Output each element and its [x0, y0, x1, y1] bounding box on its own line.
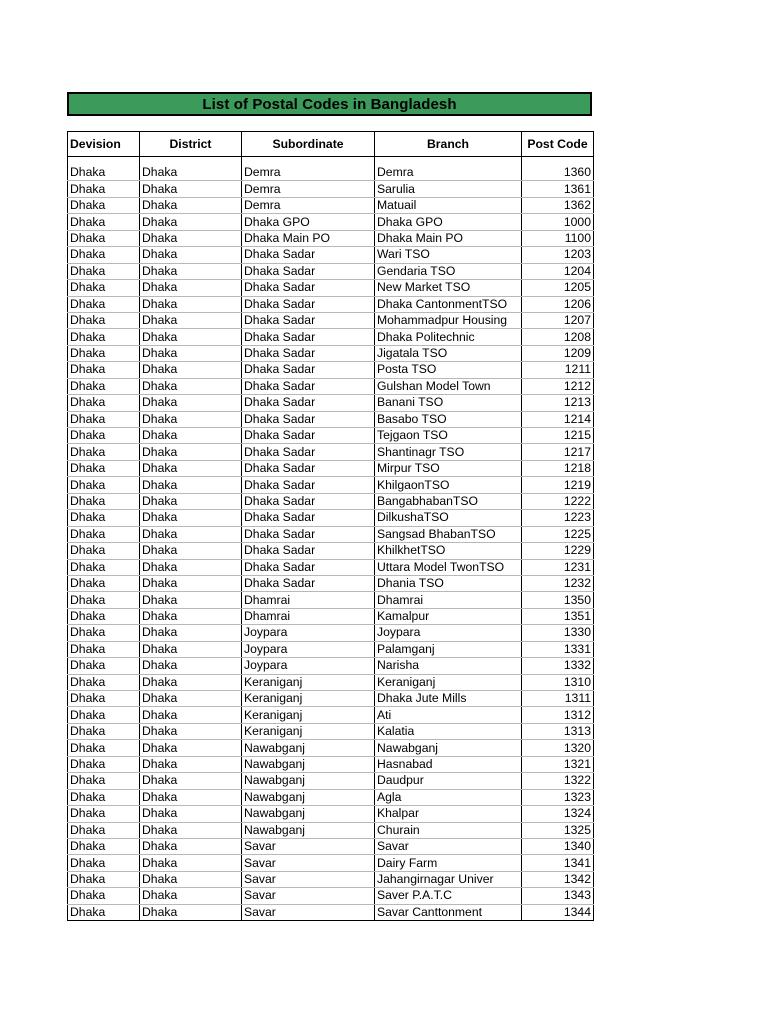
cell-district: Dhaka — [140, 247, 242, 263]
table-row — [68, 395, 594, 411]
cell-subordinate: Dhaka Sadar — [242, 460, 375, 476]
cell-division: Dhaka — [68, 773, 140, 789]
cell-post-code: 1342 — [522, 871, 594, 887]
cell-division: Dhaka — [68, 838, 140, 854]
cell-branch: Saver P.A.T.C — [375, 888, 522, 904]
cell-post-code: 1208 — [522, 329, 594, 345]
cell-branch: Palamganj — [375, 641, 522, 657]
cell-branch: Dhamrai — [375, 592, 522, 608]
cell-subordinate: Dhaka Sadar — [242, 543, 375, 559]
cell-district: Dhaka — [140, 345, 242, 361]
cell-post-code: 1313 — [522, 723, 594, 739]
cell-post-code: 1209 — [522, 345, 594, 361]
cell-subordinate: Dhaka Sadar — [242, 312, 375, 328]
cell-division: Dhaka — [68, 411, 140, 427]
cell-division: Dhaka — [68, 428, 140, 444]
cell-division: Dhaka — [68, 543, 140, 559]
table-header-row — [68, 132, 594, 157]
cell-post-code: 1350 — [522, 592, 594, 608]
table-row — [68, 806, 594, 822]
cell-division: Dhaka — [68, 526, 140, 542]
cell-subordinate: Dhaka Sadar — [242, 526, 375, 542]
cell-branch: Mirpur TSO — [375, 460, 522, 476]
table-row — [68, 460, 594, 476]
cell-post-code: 1323 — [522, 789, 594, 805]
cell-subordinate: Dhaka Sadar — [242, 329, 375, 345]
cell-subordinate: Savar — [242, 904, 375, 920]
cell-subordinate: Dhaka Sadar — [242, 345, 375, 361]
cell-branch: KhilgaonTSO — [375, 477, 522, 493]
table-row — [68, 691, 594, 707]
cell-district: Dhaka — [140, 658, 242, 674]
cell-district: Dhaka — [140, 723, 242, 739]
table-row — [68, 559, 594, 575]
cell-branch: Banani TSO — [375, 395, 522, 411]
cell-post-code: 1341 — [522, 855, 594, 871]
table-row — [68, 789, 594, 805]
cell-post-code: 1340 — [522, 838, 594, 854]
cell-district: Dhaka — [140, 608, 242, 624]
cell-branch: Savar — [375, 838, 522, 854]
cell-post-code: 1206 — [522, 296, 594, 312]
cell-subordinate: Nawabganj — [242, 773, 375, 789]
table-row — [68, 263, 594, 279]
cell-district: Dhaka — [140, 460, 242, 476]
cell-subordinate: Dhaka Sadar — [242, 444, 375, 460]
cell-division: Dhaka — [68, 247, 140, 263]
cell-branch: Mohammadpur Housing — [375, 312, 522, 328]
cell-division: Dhaka — [68, 740, 140, 756]
cell-district: Dhaka — [140, 789, 242, 805]
cell-subordinate: Keraniganj — [242, 691, 375, 707]
cell-post-code: 1203 — [522, 247, 594, 263]
cell-division: Dhaka — [68, 230, 140, 246]
cell-subordinate: Dhaka Sadar — [242, 411, 375, 427]
cell-division: Dhaka — [68, 280, 140, 296]
cell-branch: Basabo TSO — [375, 411, 522, 427]
cell-post-code: 1321 — [522, 756, 594, 772]
table-row — [68, 855, 594, 871]
cell-post-code: 1343 — [522, 888, 594, 904]
cell-division: Dhaka — [68, 460, 140, 476]
cell-subordinate: Keraniganj — [242, 723, 375, 739]
cell-post-code: 1219 — [522, 477, 594, 493]
cell-district: Dhaka — [140, 312, 242, 328]
cell-division: Dhaka — [68, 312, 140, 328]
cell-division: Dhaka — [68, 395, 140, 411]
cell-branch: Narisha — [375, 658, 522, 674]
cell-division: Dhaka — [68, 444, 140, 460]
cell-post-code: 1312 — [522, 707, 594, 723]
cell-branch: Churain — [375, 822, 522, 838]
table-row — [68, 674, 594, 690]
cell-subordinate: Dhaka Sadar — [242, 395, 375, 411]
cell-district: Dhaka — [140, 559, 242, 575]
cell-branch: Gulshan Model Town — [375, 378, 522, 394]
cell-district: Dhaka — [140, 329, 242, 345]
cell-branch: Agla — [375, 789, 522, 805]
cell-post-code: 1362 — [522, 197, 594, 213]
cell-branch: Kamalpur — [375, 608, 522, 624]
cell-subordinate: Dhaka Sadar — [242, 428, 375, 444]
cell-post-code: 1322 — [522, 773, 594, 789]
cell-division: Dhaka — [68, 707, 140, 723]
cell-subordinate: Demra — [242, 181, 375, 197]
cell-division: Dhaka — [68, 608, 140, 624]
cell-subordinate: Nawabganj — [242, 756, 375, 772]
cell-division: Dhaka — [68, 493, 140, 509]
cell-branch: Dhaka Main PO — [375, 230, 522, 246]
cell-district: Dhaka — [140, 707, 242, 723]
cell-district: Dhaka — [140, 165, 242, 181]
cell-branch: Khalpar — [375, 806, 522, 822]
cell-branch: Joypara — [375, 625, 522, 641]
cell-post-code: 1204 — [522, 263, 594, 279]
table-row — [68, 871, 594, 887]
cell-district: Dhaka — [140, 428, 242, 444]
cell-division: Dhaka — [68, 888, 140, 904]
cell-subordinate: Savar — [242, 855, 375, 871]
cell-subordinate: Nawabganj — [242, 789, 375, 805]
cell-subordinate: Keraniganj — [242, 707, 375, 723]
cell-division: Dhaka — [68, 559, 140, 575]
cell-post-code: 1100 — [522, 230, 594, 246]
cell-branch: Dhaka CantonmentTSO — [375, 296, 522, 312]
cell-post-code: 1361 — [522, 181, 594, 197]
cell-post-code: 1217 — [522, 444, 594, 460]
cell-district: Dhaka — [140, 543, 242, 559]
table-row — [68, 411, 594, 427]
cell-district: Dhaka — [140, 477, 242, 493]
table-row — [68, 658, 594, 674]
table-row — [68, 723, 594, 739]
cell-district: Dhaka — [140, 822, 242, 838]
cell-branch: Daudpur — [375, 773, 522, 789]
cell-division: Dhaka — [68, 378, 140, 394]
cell-subordinate: Dhaka Sadar — [242, 493, 375, 509]
cell-branch: Dhaka Jute Mills — [375, 691, 522, 707]
cell-subordinate: Nawabganj — [242, 822, 375, 838]
table-row — [68, 740, 594, 756]
cell-division: Dhaka — [68, 723, 140, 739]
cell-post-code: 1324 — [522, 806, 594, 822]
cell-district: Dhaka — [140, 773, 242, 789]
cell-district: Dhaka — [140, 493, 242, 509]
cell-division: Dhaka — [68, 641, 140, 657]
cell-post-code: 1205 — [522, 280, 594, 296]
cell-division: Dhaka — [68, 822, 140, 838]
cell-district: Dhaka — [140, 575, 242, 591]
table-row — [68, 230, 594, 246]
cell-district: Dhaka — [140, 838, 242, 854]
cell-division: Dhaka — [68, 904, 140, 920]
cell-subordinate: Demra — [242, 165, 375, 181]
cell-branch: Sarulia — [375, 181, 522, 197]
cell-division: Dhaka — [68, 575, 140, 591]
table-row — [68, 428, 594, 444]
cell-district: Dhaka — [140, 641, 242, 657]
cell-branch: Posta TSO — [375, 362, 522, 378]
cell-branch: BangabhabanTSO — [375, 493, 522, 509]
table-row — [68, 510, 594, 526]
cell-division: Dhaka — [68, 658, 140, 674]
postal-code-table — [67, 131, 594, 921]
cell-branch: New Market TSO — [375, 280, 522, 296]
cell-subordinate: Dhaka Sadar — [242, 362, 375, 378]
table-spacer-row — [68, 157, 594, 166]
cell-post-code: 1229 — [522, 543, 594, 559]
cell-district: Dhaka — [140, 756, 242, 772]
cell-district: Dhaka — [140, 674, 242, 690]
cell-district: Dhaka — [140, 444, 242, 460]
cell-post-code: 1231 — [522, 559, 594, 575]
cell-subordinate: Dhaka Sadar — [242, 559, 375, 575]
cell-branch: Kalatia — [375, 723, 522, 739]
cell-division: Dhaka — [68, 510, 140, 526]
table-row — [68, 904, 594, 920]
cell-branch: Shantinagr TSO — [375, 444, 522, 460]
cell-post-code: 1351 — [522, 608, 594, 624]
table-row — [68, 888, 594, 904]
cell-division: Dhaka — [68, 329, 140, 345]
cell-subordinate: Dhaka Sadar — [242, 296, 375, 312]
cell-district: Dhaka — [140, 411, 242, 427]
cell-post-code: 1320 — [522, 740, 594, 756]
cell-division: Dhaka — [68, 165, 140, 181]
table-row — [68, 378, 594, 394]
cell-post-code: 1331 — [522, 641, 594, 657]
cell-division: Dhaka — [68, 197, 140, 213]
header-subordinate: Subordinate — [242, 132, 375, 157]
cell-post-code: 1212 — [522, 378, 594, 394]
cell-branch: Jahangirnagar Univer — [375, 871, 522, 887]
cell-subordinate: Keraniganj — [242, 674, 375, 690]
cell-branch: Nawabganj — [375, 740, 522, 756]
cell-branch: KhilkhetTSO — [375, 543, 522, 559]
cell-district: Dhaka — [140, 280, 242, 296]
table-row — [68, 707, 594, 723]
table-row — [68, 608, 594, 624]
table-row — [68, 838, 594, 854]
cell-post-code: 1344 — [522, 904, 594, 920]
table-row — [68, 312, 594, 328]
cell-division: Dhaka — [68, 855, 140, 871]
cell-branch: Gendaria TSO — [375, 263, 522, 279]
table-row — [68, 575, 594, 591]
cell-district: Dhaka — [140, 296, 242, 312]
table-row — [68, 165, 594, 181]
cell-district: Dhaka — [140, 526, 242, 542]
cell-district: Dhaka — [140, 510, 242, 526]
table-row — [68, 592, 594, 608]
cell-branch: Savar Canttonment — [375, 904, 522, 920]
table-row — [68, 543, 594, 559]
cell-post-code: 1332 — [522, 658, 594, 674]
cell-subordinate: Savar — [242, 888, 375, 904]
cell-branch: Hasnabad — [375, 756, 522, 772]
cell-district: Dhaka — [140, 625, 242, 641]
cell-district: Dhaka — [140, 197, 242, 213]
cell-division: Dhaka — [68, 263, 140, 279]
cell-division: Dhaka — [68, 477, 140, 493]
cell-branch: Dhania TSO — [375, 575, 522, 591]
cell-division: Dhaka — [68, 756, 140, 772]
cell-district: Dhaka — [140, 592, 242, 608]
table-row — [68, 822, 594, 838]
cell-subordinate: Dhamrai — [242, 592, 375, 608]
cell-branch: Sangsad BhabanTSO — [375, 526, 522, 542]
table-row — [68, 214, 594, 230]
cell-district: Dhaka — [140, 230, 242, 246]
table-row — [68, 329, 594, 345]
cell-district: Dhaka — [140, 395, 242, 411]
table-row — [68, 625, 594, 641]
cell-division: Dhaka — [68, 296, 140, 312]
cell-post-code: 1214 — [522, 411, 594, 427]
cell-branch: Demra — [375, 165, 522, 181]
cell-branch: Jigatala TSO — [375, 345, 522, 361]
cell-subordinate: Joypara — [242, 641, 375, 657]
cell-post-code: 1222 — [522, 493, 594, 509]
cell-post-code: 1225 — [522, 526, 594, 542]
cell-post-code: 1223 — [522, 510, 594, 526]
cell-district: Dhaka — [140, 214, 242, 230]
cell-subordinate: Dhaka Sadar — [242, 510, 375, 526]
cell-subordinate: Demra — [242, 197, 375, 213]
cell-district: Dhaka — [140, 871, 242, 887]
cell-subordinate: Dhaka Sadar — [242, 378, 375, 394]
table-row — [68, 280, 594, 296]
cell-branch: Keraniganj — [375, 674, 522, 690]
document-title: List of Postal Codes in Bangladesh — [202, 95, 457, 113]
cell-post-code: 1330 — [522, 625, 594, 641]
cell-branch: Uttara Model TwonTSO — [375, 559, 522, 575]
cell-post-code: 1213 — [522, 395, 594, 411]
cell-subordinate: Savar — [242, 838, 375, 854]
cell-district: Dhaka — [140, 263, 242, 279]
cell-post-code: 1215 — [522, 428, 594, 444]
cell-subordinate: Dhaka Main PO — [242, 230, 375, 246]
cell-district: Dhaka — [140, 362, 242, 378]
table-row — [68, 477, 594, 493]
cell-division: Dhaka — [68, 674, 140, 690]
document-title-bar — [67, 92, 592, 116]
table-row — [68, 296, 594, 312]
cell-post-code: 1000 — [522, 214, 594, 230]
cell-post-code: 1310 — [522, 674, 594, 690]
cell-division: Dhaka — [68, 592, 140, 608]
header-division: Devision — [68, 132, 140, 157]
cell-subordinate: Dhaka GPO — [242, 214, 375, 230]
cell-district: Dhaka — [140, 888, 242, 904]
header-district: District — [140, 132, 242, 157]
cell-post-code: 1232 — [522, 575, 594, 591]
table-row — [68, 197, 594, 213]
cell-subordinate: Joypara — [242, 658, 375, 674]
cell-district: Dhaka — [140, 904, 242, 920]
cell-post-code: 1218 — [522, 460, 594, 476]
cell-branch: Dairy Farm — [375, 855, 522, 871]
cell-division: Dhaka — [68, 362, 140, 378]
cell-district: Dhaka — [140, 806, 242, 822]
header-branch: Branch — [375, 132, 522, 157]
cell-division: Dhaka — [68, 181, 140, 197]
cell-post-code: 1211 — [522, 362, 594, 378]
cell-division: Dhaka — [68, 789, 140, 805]
table-row — [68, 247, 594, 263]
cell-branch: Wari TSO — [375, 247, 522, 263]
cell-subordinate: Joypara — [242, 625, 375, 641]
table-row — [68, 773, 594, 789]
cell-division: Dhaka — [68, 871, 140, 887]
cell-subordinate: Nawabganj — [242, 740, 375, 756]
cell-district: Dhaka — [140, 855, 242, 871]
cell-branch: Ati — [375, 707, 522, 723]
header-post-code: Post Code — [522, 132, 594, 157]
cell-branch: DilkushaTSO — [375, 510, 522, 526]
cell-district: Dhaka — [140, 378, 242, 394]
cell-branch: Dhaka GPO — [375, 214, 522, 230]
cell-subordinate: Savar — [242, 871, 375, 887]
cell-subordinate: Nawabganj — [242, 806, 375, 822]
table-row — [68, 345, 594, 361]
table-row — [68, 181, 594, 197]
cell-subordinate: Dhaka Sadar — [242, 263, 375, 279]
cell-branch: Dhaka Politechnic — [375, 329, 522, 345]
cell-division: Dhaka — [68, 214, 140, 230]
cell-division: Dhaka — [68, 625, 140, 641]
cell-subordinate: Dhaka Sadar — [242, 575, 375, 591]
table-row — [68, 641, 594, 657]
cell-division: Dhaka — [68, 691, 140, 707]
cell-branch: Matuail — [375, 197, 522, 213]
cell-subordinate: Dhamrai — [242, 608, 375, 624]
cell-post-code: 1207 — [522, 312, 594, 328]
cell-post-code: 1311 — [522, 691, 594, 707]
table-body — [68, 157, 594, 921]
cell-division: Dhaka — [68, 806, 140, 822]
cell-district: Dhaka — [140, 181, 242, 197]
cell-subordinate: Dhaka Sadar — [242, 247, 375, 263]
cell-branch: Tejgaon TSO — [375, 428, 522, 444]
table-row — [68, 362, 594, 378]
table-row — [68, 444, 594, 460]
cell-district: Dhaka — [140, 691, 242, 707]
table-row — [68, 756, 594, 772]
cell-post-code: 1360 — [522, 165, 594, 181]
cell-post-code: 1325 — [522, 822, 594, 838]
table-row — [68, 526, 594, 542]
cell-subordinate: Dhaka Sadar — [242, 477, 375, 493]
cell-district: Dhaka — [140, 740, 242, 756]
cell-division: Dhaka — [68, 345, 140, 361]
cell-subordinate: Dhaka Sadar — [242, 280, 375, 296]
table-row — [68, 493, 594, 509]
